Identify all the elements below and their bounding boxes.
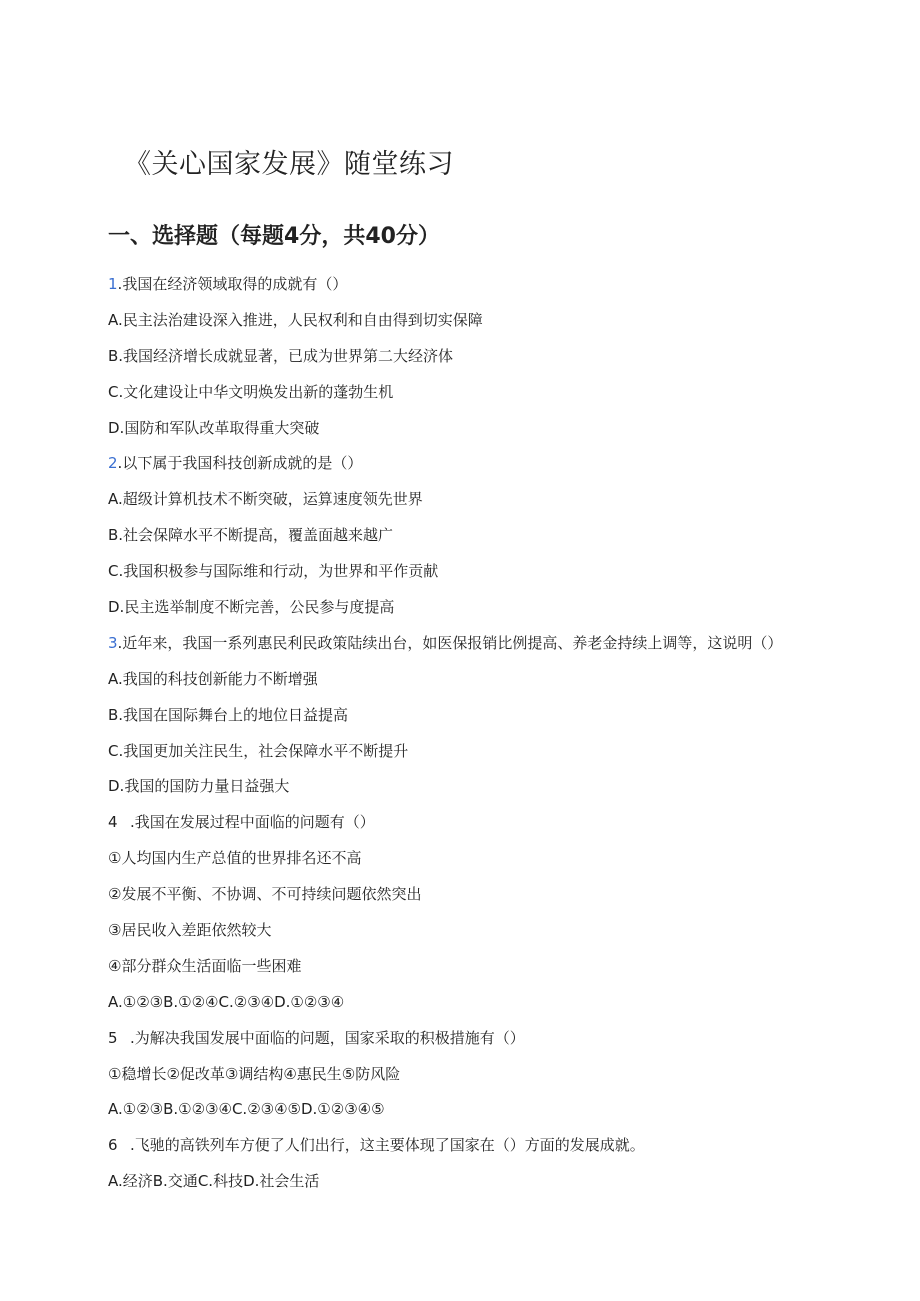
question-text: .为解决我国发展中面临的问题，国家采取的积极措施有（）: [130, 1028, 525, 1047]
question-text: .以下属于我国科技创新成就的是（）: [117, 454, 363, 473]
answer-option: D.民主选举制度不断完善，公民参与度提高: [108, 598, 395, 617]
answer-option: D.我国的国防力量日益强大: [108, 777, 290, 796]
answer-option: B.我国在国际舞台上的地位日益提高: [108, 705, 349, 724]
question-text: .我国在发展过程中面临的问题有（）: [130, 813, 375, 832]
total-score: 40: [365, 224, 396, 249]
question-text: .飞驰的高铁列车方便了人们出行，这主要体现了国家在（）方面的发展成就。: [130, 1136, 645, 1155]
per-question-score: 4: [284, 224, 300, 249]
question-stem: [108, 807, 888, 843]
answer-option: A.超级计算机技术不断突破，运算速度领先世界: [108, 490, 423, 509]
answer-option: A.我国的科技创新能力不断增强: [108, 669, 318, 688]
answer-option: A.民主法治建设深入推进，人民权利和自由得到切实保障: [108, 310, 483, 329]
statement-item: ④部分群众生活面临一些困难: [108, 956, 302, 975]
question-stem: [108, 628, 888, 664]
answer-option: C.我国积极参与国际维和行动，为世界和平作贡献: [108, 562, 439, 581]
section-heading-prefix: 一、选择题（每题: [108, 224, 285, 249]
question-number: 4: [108, 813, 118, 832]
question-number: 3: [108, 633, 118, 652]
answer-options: A.①②③B.①②④C.②③④D.①②③④: [108, 992, 345, 1011]
answer-options: A.经济B.交通C.科技D.社会生活: [108, 1172, 320, 1191]
answer-option: C.我国更加关注民生，社会保障水平不断提升: [108, 741, 409, 760]
answer-options: A.①②③B.①②③④C.②③④⑤D.①②③④⑤: [108, 1100, 385, 1119]
answer-option: C.文化建设让中华文明焕发出新的蓬勃生机: [108, 382, 394, 401]
statement-item: ③居民收入差距依然较大: [108, 921, 272, 940]
question-stem: [108, 269, 888, 305]
question-number: 5: [108, 1028, 118, 1047]
section-heading-middle: 分，共: [299, 224, 366, 249]
statement-item: ①人均国内生产总值的世界排名还不高: [108, 849, 362, 868]
section-heading-suffix: 分）: [395, 224, 440, 249]
question-list: [108, 269, 888, 1202]
answer-option: B.我国经济增长成就显著，已成为世界第二大经济体: [108, 346, 454, 365]
question-number: 6: [108, 1136, 118, 1155]
question-stem: [108, 1130, 888, 1166]
question-text: .近年来，我国一系列惠民利民政策陆续出台，如医保报销比例提高、养老金持续上调等，这说明（）: [117, 633, 783, 652]
question-stem: [108, 1023, 888, 1059]
question-number: 2: [108, 454, 118, 473]
statement-item: ①稳增长②促改革③调结构④惠民生⑤防风险: [108, 1064, 401, 1083]
answer-option: B.社会保障水平不断提高，覆盖面越来越广: [108, 526, 394, 545]
statement-item: ②发展不平衡、不协调、不可持续问题依然突出: [108, 885, 422, 904]
section-heading: [108, 219, 440, 250]
question-number: 1: [108, 275, 118, 293]
question-text: .我国在经济领域取得的成就有（）: [117, 275, 348, 293]
question-stem: [108, 448, 888, 484]
answer-option: D.国防和军队改革取得重大突破: [108, 418, 320, 437]
page-title: 《关心国家发展》随堂练习: [124, 149, 454, 180]
